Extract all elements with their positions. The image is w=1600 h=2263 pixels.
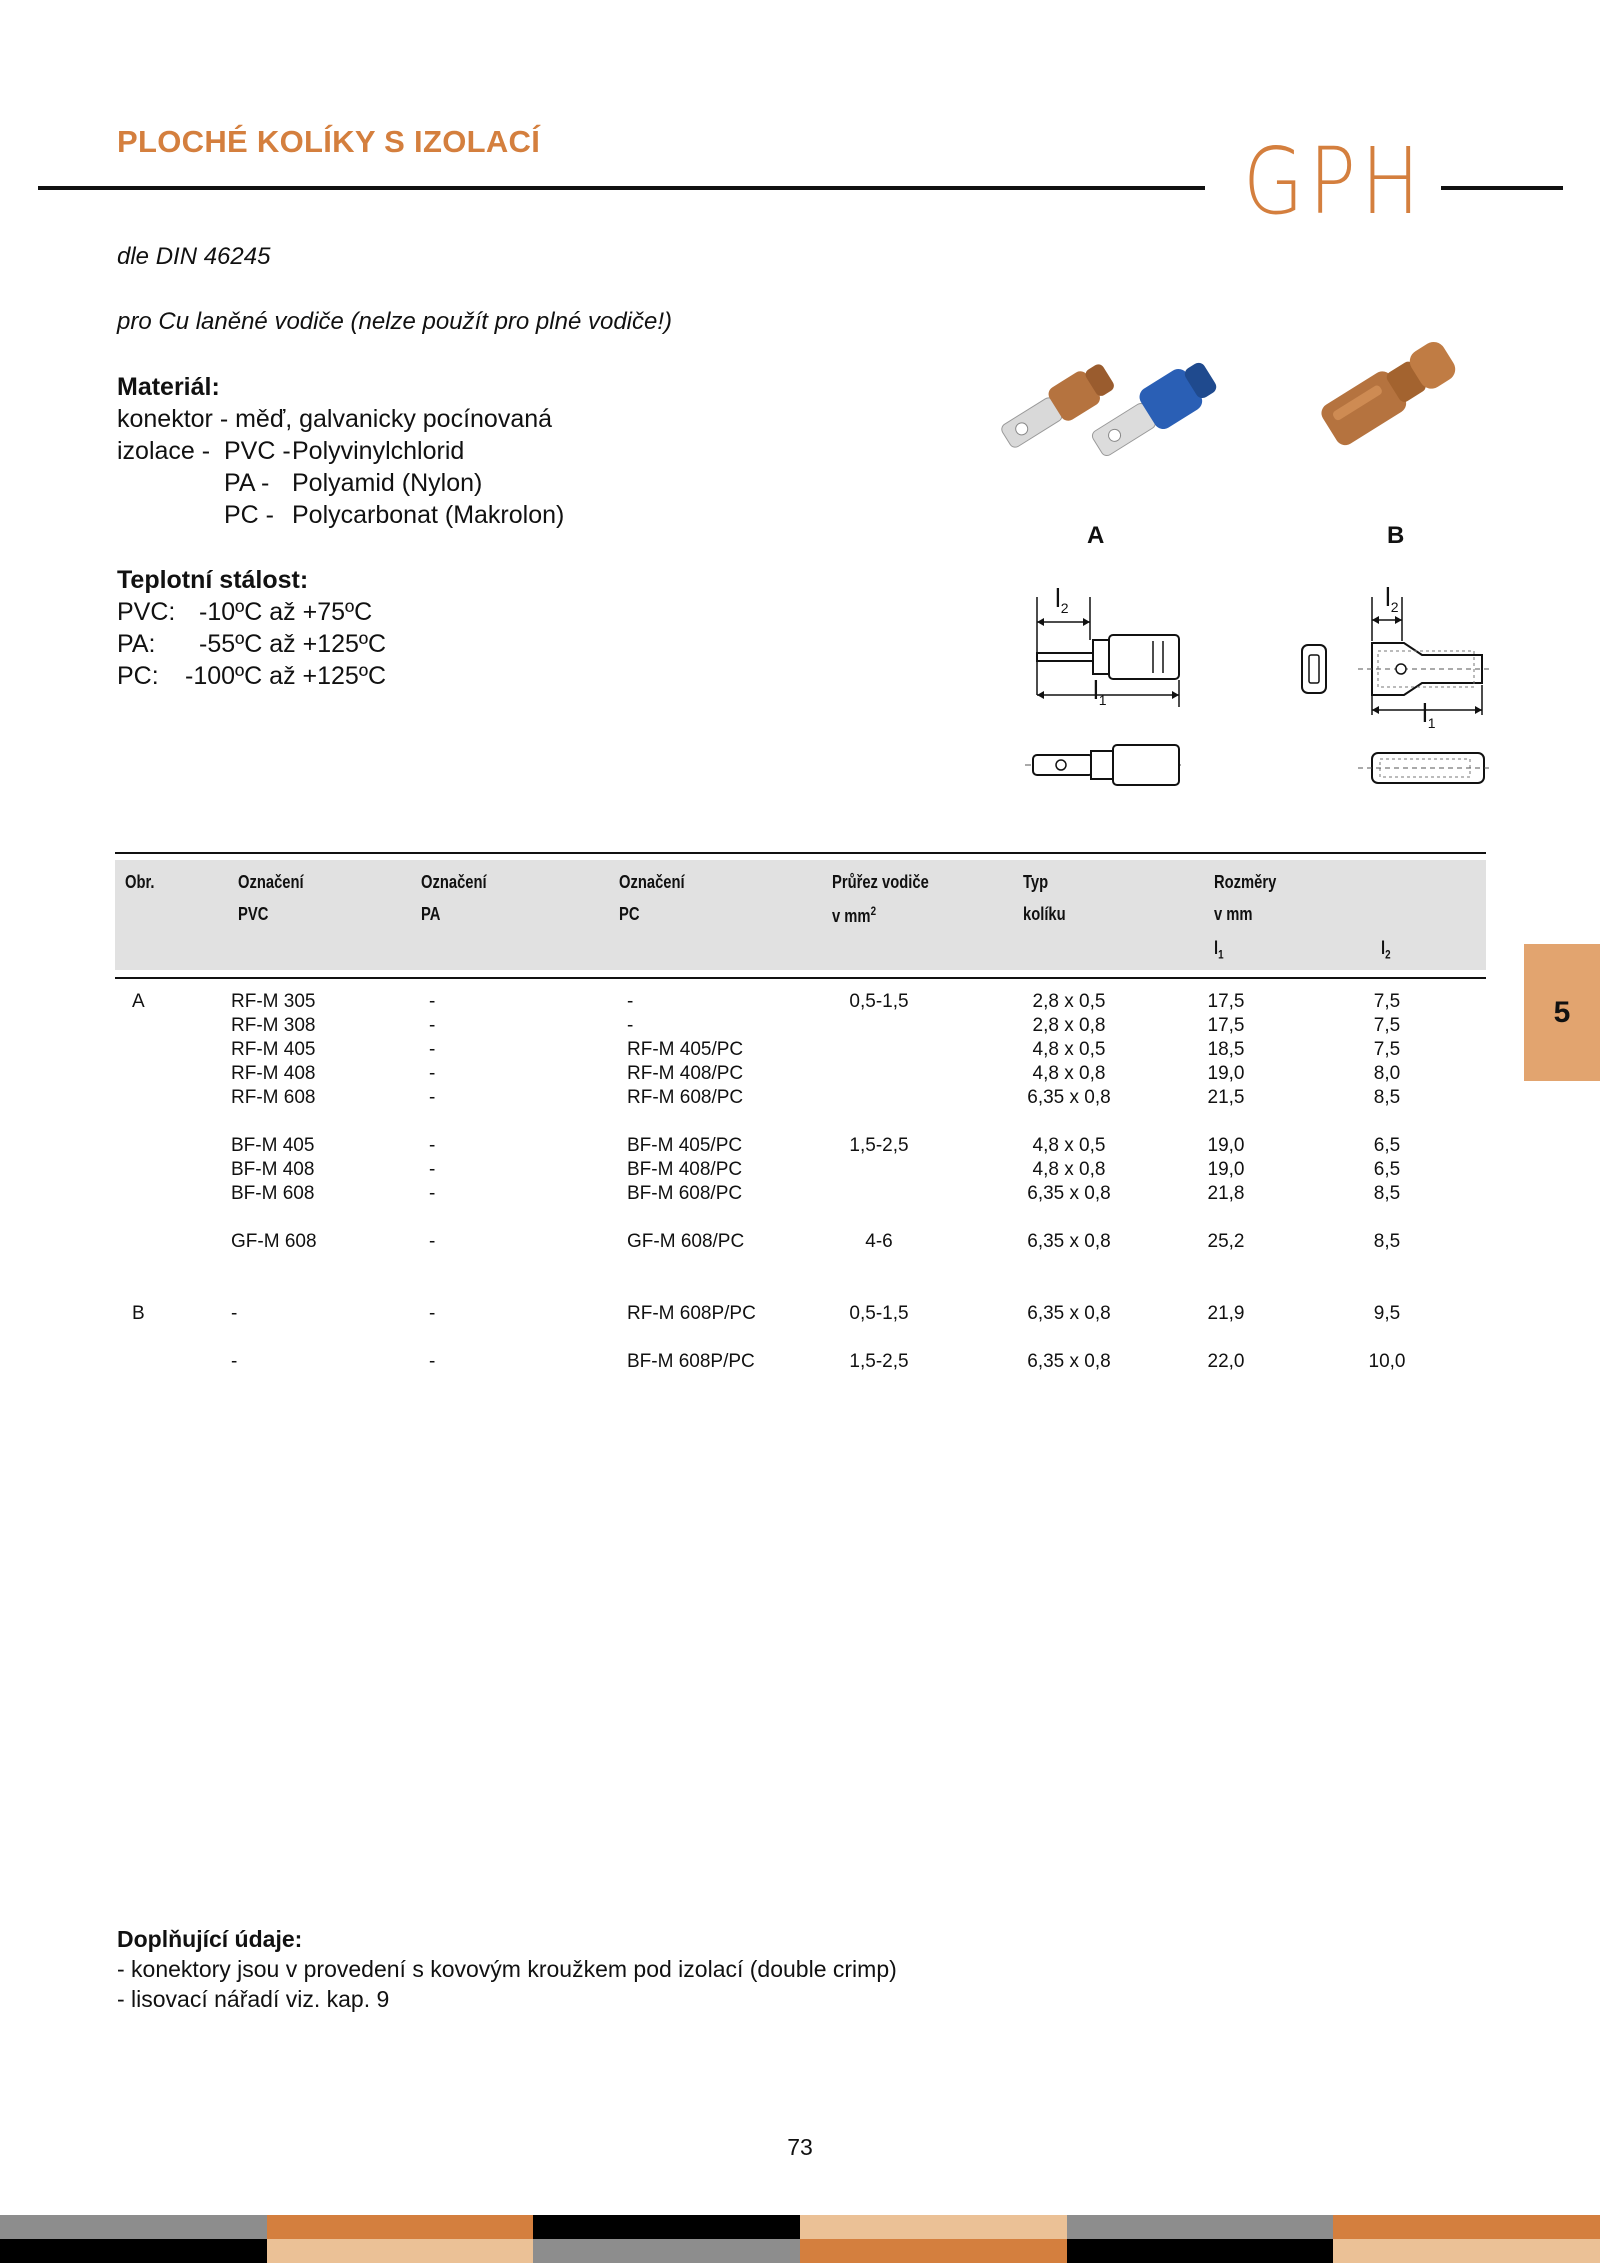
cell-pa: - xyxy=(429,1015,436,1036)
cell-pa: - xyxy=(429,1351,436,1372)
cell-pc: - xyxy=(627,991,634,1012)
header-type-1: Typ xyxy=(1023,872,1049,892)
cell-type: 6,35 x 0,8 xyxy=(1027,1231,1111,1252)
header-cross-2: v $mm^2$ xyxy=(832,904,877,926)
cell-l1: 17,5 xyxy=(1207,991,1245,1012)
temp-range-pa: -55ºC až +125ºC xyxy=(199,630,387,658)
cell-pvc: RF-M 305 xyxy=(231,991,316,1012)
footer-stripe-bottom-4 xyxy=(1067,2239,1335,2263)
cell-type: 4,8 x 0,8 xyxy=(1032,1063,1106,1084)
brand-logo: GPH xyxy=(1243,128,1425,235)
cell-pa: - xyxy=(429,1135,436,1156)
cell-pvc: BF-M 408 xyxy=(231,1159,315,1180)
cell-l2: 6,5 xyxy=(1373,1135,1401,1156)
material-name-pvc: Polyvinylchlorid xyxy=(292,437,465,465)
cell-l2: 8,5 xyxy=(1373,1183,1401,1204)
section-tab: 5 xyxy=(1524,944,1600,1081)
temp-range-pvc: -10ºC až +75ºC xyxy=(199,598,373,626)
cell-l2: 7,5 xyxy=(1373,991,1401,1012)
cell-cross: 1,5-2,5 xyxy=(849,1135,909,1156)
drawing-b-l2-label: $l_2$ xyxy=(1385,582,1399,616)
cell-pa: - xyxy=(429,1231,436,1252)
page-title: PLOCHÉ KOLÍKY S IZOLACÍ xyxy=(117,124,541,159)
cell-pa: - xyxy=(429,1087,436,1108)
cell-pa: - xyxy=(429,1063,436,1084)
figure-label-a: A xyxy=(1087,522,1105,549)
cell-l2: 6,5 xyxy=(1373,1159,1401,1180)
footer-stripe-top-3 xyxy=(800,2215,1068,2239)
header-obr: Obr. xyxy=(125,872,155,892)
header-pvc-2: PVC xyxy=(238,904,269,924)
cell-l1: 19,0 xyxy=(1207,1135,1245,1156)
temp-code-pc: PC: xyxy=(117,662,159,690)
header-l1: $l_1$ xyxy=(1214,938,1224,962)
cell-type: 6,35 x 0,8 xyxy=(1027,1303,1111,1324)
notes-line-1: - konektory jsou v provedení s kovovým kroužkem pod izolací (double crimp) xyxy=(117,1956,897,1982)
cell-pvc: RF-M 308 xyxy=(231,1015,316,1036)
cell-pc: BF-M 608P/PC xyxy=(627,1351,755,1372)
material-connector: konektor - měď, galvanicky pocínovaná xyxy=(117,405,553,433)
drawing-a-l2-label: $l_2$ xyxy=(1055,583,1069,617)
footer-stripe-top-5 xyxy=(1333,2215,1600,2239)
header-pa-2: PA xyxy=(421,904,441,924)
header-dim-1: Rozměry xyxy=(1214,872,1277,892)
cell-pvc: BF-M 405 xyxy=(231,1135,315,1156)
page-number: 73 xyxy=(787,2134,813,2160)
cell-pc: RF-M 608P/PC xyxy=(627,1303,756,1324)
cell-type: 6,35 x 0,8 xyxy=(1027,1087,1111,1108)
header-pc-2: PC xyxy=(619,904,640,924)
cell-type: 4,8 x 0,8 xyxy=(1032,1159,1106,1180)
cell-l1: 21,9 xyxy=(1207,1303,1245,1324)
header-cross-1: Průřez vodiče xyxy=(832,872,929,892)
cell-pvc: RF-M 405 xyxy=(231,1039,316,1060)
cell-l2: 8,5 xyxy=(1373,1087,1401,1108)
cell-pc: RF-M 408/PC xyxy=(627,1063,744,1084)
product-photo-b xyxy=(1300,320,1470,470)
cell-l1: 17,5 xyxy=(1207,1015,1245,1036)
cell-pvc: - xyxy=(231,1303,238,1324)
cell-cross: 4-6 xyxy=(865,1231,893,1252)
cell-l1: 25,2 xyxy=(1207,1231,1245,1252)
cell-pa: - xyxy=(429,1303,436,1324)
cell-type: 4,8 x 0,5 xyxy=(1032,1135,1106,1156)
standard-text: dle DIN 46245 xyxy=(117,243,271,270)
cell-l2: 10,0 xyxy=(1368,1351,1406,1372)
cell-pc: BF-M 408/PC xyxy=(627,1159,743,1180)
cell-type: 2,8 x 0,5 xyxy=(1032,991,1106,1012)
header-pvc-1: Označení xyxy=(238,872,304,892)
temp-code-pvc: PVC: xyxy=(117,598,176,626)
header-rule-left xyxy=(38,186,1205,190)
footer-stripe-bottom-5 xyxy=(1333,2239,1600,2263)
cell-l2: 9,5 xyxy=(1373,1303,1401,1324)
cell-cross: 1,5-2,5 xyxy=(849,1351,909,1372)
cell-pc: RF-M 608/PC xyxy=(627,1087,744,1108)
cell-cross: 0,5-1,5 xyxy=(849,1303,909,1324)
material-code-pc: PC - xyxy=(224,501,274,529)
material-insulation-prefix: izolace - xyxy=(117,437,211,465)
notes-line-2: - lisovací nářadí viz. kap. 9 xyxy=(117,1986,390,2012)
usage-text: pro Cu laněné vodiče (nelze použít pro plné vodiče!) xyxy=(117,308,672,335)
table-header-rule xyxy=(115,977,1486,979)
table-top-rule xyxy=(115,852,1486,854)
temp-code-pa: PA: xyxy=(117,630,156,658)
cell-type: 6,35 x 0,8 xyxy=(1027,1183,1111,1204)
cell-pa: - xyxy=(429,1039,436,1060)
footer-stripe-bottom-2 xyxy=(533,2239,801,2263)
cell-l1: 22,0 xyxy=(1207,1351,1245,1372)
cell-l2: 8,0 xyxy=(1373,1063,1401,1084)
cell-l1: 21,8 xyxy=(1207,1183,1245,1204)
cell-pc: RF-M 405/PC xyxy=(627,1039,744,1060)
cell-pvc: RF-M 608 xyxy=(231,1087,316,1108)
footer-stripe-top-1 xyxy=(267,2215,535,2239)
temp-range-pc: -100ºC až +125ºC xyxy=(185,662,387,690)
cell-pa: - xyxy=(429,1159,436,1180)
cell-pc: GF-M 608/PC xyxy=(627,1231,745,1252)
cell-pa: - xyxy=(429,1183,436,1204)
drawing-b-l1-label: $l_1$ xyxy=(1422,698,1436,732)
header-pc-1: Označení xyxy=(619,872,685,892)
cell-l2: 8,5 xyxy=(1373,1231,1401,1252)
cell-obr: B xyxy=(132,1303,145,1324)
cell-l1: 21,5 xyxy=(1207,1087,1245,1108)
cell-l1: 19,0 xyxy=(1207,1159,1245,1180)
cell-pvc: RF-M 408 xyxy=(231,1063,316,1084)
product-photo-a xyxy=(970,320,1230,480)
cell-l2: 7,5 xyxy=(1373,1039,1401,1060)
cell-pvc: - xyxy=(231,1351,238,1372)
material-heading: Materiál: xyxy=(117,373,220,401)
cell-pvc: BF-M 608 xyxy=(231,1183,315,1204)
header-pa-1: Označení xyxy=(421,872,487,892)
material-name-pa: Polyamid (Nylon) xyxy=(292,469,483,497)
material-code-pvc: PVC - xyxy=(224,437,291,465)
table-header xyxy=(115,860,1486,970)
temperature-heading: Teplotní stálost: xyxy=(117,566,309,594)
header-type-2: kolíku xyxy=(1023,904,1066,924)
cell-pc: BF-M 608/PC xyxy=(627,1183,743,1204)
cell-type: 6,35 x 0,8 xyxy=(1027,1351,1111,1372)
cell-pc: BF-M 405/PC xyxy=(627,1135,743,1156)
cell-cross: 0,5-1,5 xyxy=(849,991,909,1012)
footer-stripe-top-2 xyxy=(533,2215,801,2239)
footer-stripe-top-0 xyxy=(0,2215,268,2239)
material-code-pa: PA - xyxy=(224,469,270,497)
cell-pvc: GF-M 608 xyxy=(231,1231,317,1252)
drawing-a-l1-label: $l_1$ xyxy=(1093,675,1107,709)
header-dim-2: v mm xyxy=(1214,904,1253,924)
footer-stripe-bottom-3 xyxy=(800,2239,1068,2263)
header-rule-right xyxy=(1441,186,1563,190)
cell-type: 4,8 x 0,5 xyxy=(1032,1039,1106,1060)
cell-l1: 19,0 xyxy=(1207,1063,1245,1084)
cell-l2: 7,5 xyxy=(1373,1015,1401,1036)
footer-stripe-top-4 xyxy=(1067,2215,1335,2239)
header-l2: $l_2$ xyxy=(1381,938,1391,962)
notes-heading: Doplňující údaje: xyxy=(117,1926,303,1952)
technical-drawing-b xyxy=(1298,585,1493,790)
footer-stripe-bottom-0 xyxy=(0,2239,268,2263)
cell-obr: A xyxy=(132,991,145,1012)
cell-l1: 18,5 xyxy=(1207,1039,1245,1060)
figure-label-b: B xyxy=(1387,522,1405,549)
footer-stripe-bottom-1 xyxy=(267,2239,535,2263)
material-name-pc: Polycarbonat (Makrolon) xyxy=(292,501,565,529)
cell-type: 2,8 x 0,8 xyxy=(1032,1015,1106,1036)
cell-pa: - xyxy=(429,991,436,1012)
cell-pc: - xyxy=(627,1015,634,1036)
